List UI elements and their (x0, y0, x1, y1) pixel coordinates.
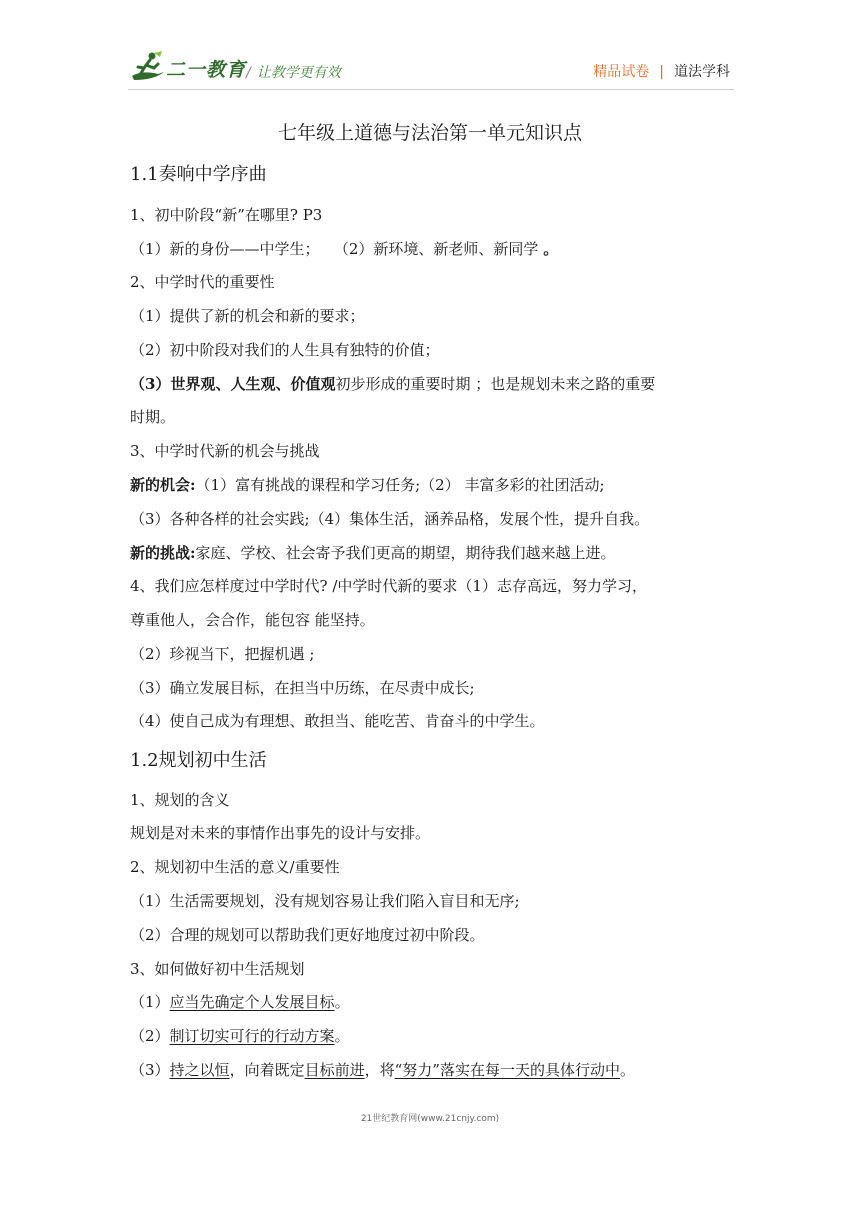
text-span: （1）新的身份——中学生； (130, 240, 320, 258)
logo-text: 二一教育 (166, 59, 247, 81)
paragraph: （2）珍视当下，把握机遇 ; (130, 645, 315, 663)
question-heading: 1、初中阶段“新”在哪里? P3 (130, 206, 323, 224)
paragraph: （1）生活需要规划，没有规划容易让我们陷入盲目和无序; (130, 892, 520, 910)
question-heading: 3、中学时代新的机会与挑战 (130, 442, 320, 460)
text-span: （1） (130, 993, 170, 1011)
page-header (128, 50, 734, 96)
logo (128, 50, 248, 84)
document-title: 七年级上道德与法治第一单元知识点 (277, 122, 582, 144)
text-span: 。 (334, 1027, 350, 1045)
question-heading: 1、规划的含义 (130, 791, 230, 809)
paragraph: （3）各种各样的社会实践;（4）集体生活，涵养品格，发展个性，提升自我。 (130, 510, 650, 528)
underlined-text: 目标前进 (304, 1061, 365, 1079)
paragraph (130, 1059, 740, 1080)
paragraph: （2）初中阶段对我们的人生具有独特的价值； (130, 341, 440, 359)
tag-separator: | (659, 64, 664, 80)
text-span: 。 (619, 1061, 635, 1079)
question-heading: 3、如何做好初中生活规划 (130, 960, 305, 978)
paragraph (130, 542, 740, 563)
text-span: 。 (543, 240, 559, 258)
bold-text: （3）世界观、人生观、价值观 (130, 375, 336, 393)
question-heading: 2、规划初中生活的意义/重要性 (130, 858, 340, 876)
text-span: 初步形成的重要时期 ；也是规划未来之路的重要 (335, 375, 656, 393)
paragraph: 规划是对未来的事情作出事先的设计与安排。 (130, 824, 431, 842)
slogan: / 让教学更有效 (246, 65, 341, 81)
paragraph: 时期。 (130, 408, 176, 426)
section-heading: 1.1奏响中学序曲 (130, 164, 267, 185)
underlined-text: “努力”落实在每一天的具体行动中 (394, 1061, 620, 1079)
text-span: （3） (130, 1061, 170, 1079)
underlined-text: 持之以恒 (169, 1061, 230, 1079)
paragraph: （4）使自己成为有理想、敢担当、能吃苦、肯奋斗的中学生。 (130, 712, 545, 730)
tag-subject: 道法学科 (674, 64, 730, 80)
bold-label: 新的机会: (130, 476, 196, 494)
paragraph (130, 1025, 740, 1046)
paragraph (130, 373, 740, 394)
underlined-text: 制订切实可行的行动方案 (169, 1027, 335, 1045)
header-tags (593, 61, 730, 81)
text-span: 。 (334, 993, 350, 1011)
page-footer: 21世纪教育网(www.21cnjy.com) (360, 1114, 500, 1124)
section-heading: 1.2规划初中生活 (130, 750, 267, 771)
paragraph: （3）确立发展目标，在担当中历练，在尽责中成长; (130, 679, 475, 697)
paragraph (130, 991, 740, 1012)
text-span: （1）富有挑战的课程和学习任务;（2） 丰富多彩的社团活动; (195, 476, 605, 494)
slogan-text: 让教学更有效 (256, 65, 341, 81)
header-divider (128, 89, 734, 90)
question-heading: 2、中学时代的重要性 (130, 273, 275, 291)
paragraph: （1）提供了新的机会和新的要求； (130, 307, 365, 325)
underlined-text: 应当先确定个人发展目标 (169, 993, 335, 1011)
text-span: ，向着既定 (229, 1061, 305, 1079)
text-span: （2） (130, 1027, 170, 1045)
text-span: （2）新环境、新老师、新同学 (333, 240, 539, 258)
paragraph (130, 238, 740, 259)
paragraph: 尊重他人，会合作，能包容 能坚持。 (130, 611, 375, 629)
bold-label: 新的挑战: (130, 544, 196, 562)
paragraph (130, 474, 740, 495)
text-span: 家庭、学校、社会寄予我们更高的期望，期待我们越来越上进。 (195, 544, 616, 562)
text-span: ，将 (364, 1061, 395, 1079)
question-heading: 4、我们应怎样度过中学时代? /中学时代新的要求（1）志存高远，努力学习， (130, 577, 647, 595)
paragraph: （2）合理的规划可以帮助我们更好地度过初中阶段。 (130, 926, 485, 944)
tag-premium-paper: 精品试卷 (593, 64, 650, 80)
runner-logo-icon (128, 50, 168, 84)
